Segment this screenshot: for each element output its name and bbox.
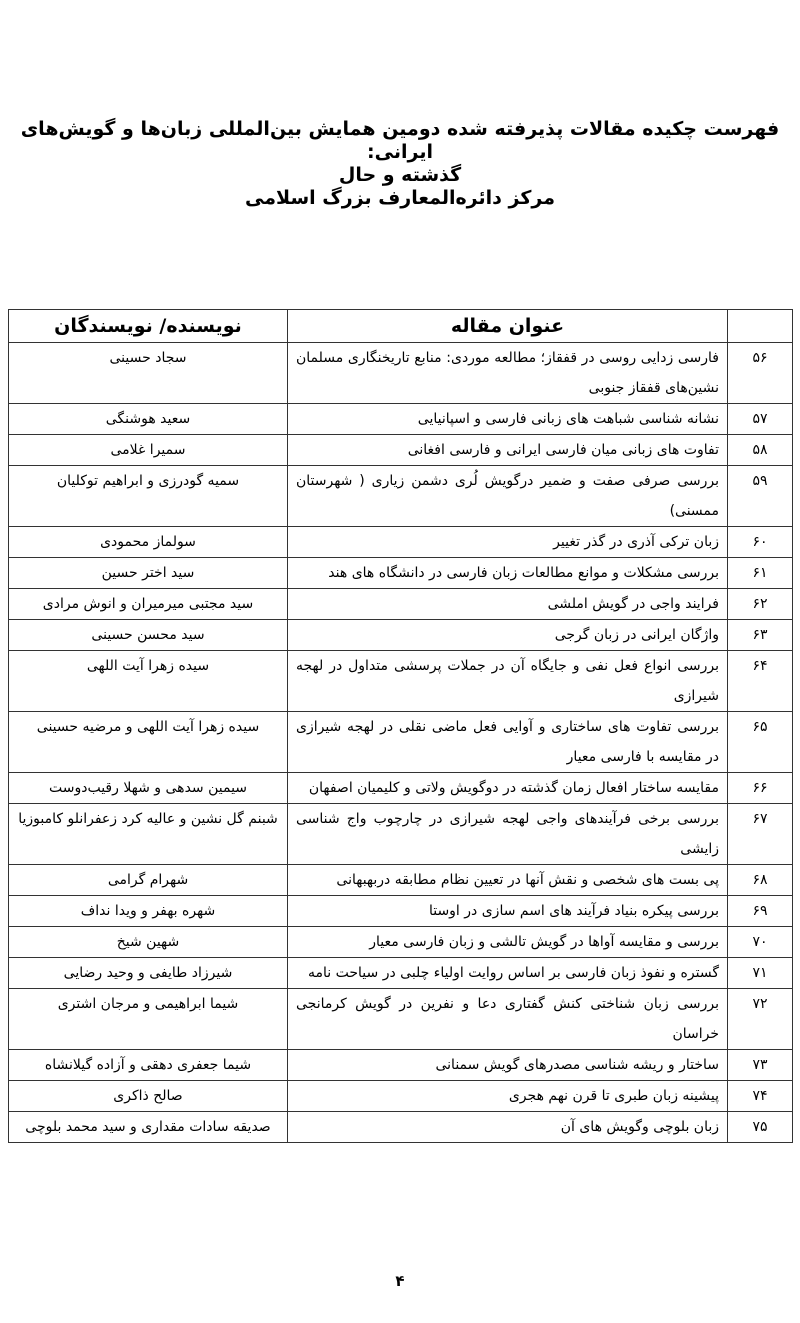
article-authors: صدیقه سادات مقداری و سید محمد بلوچی [9,1112,288,1143]
article-title: بررسی برخی فرآیندهای واجی لهجه شیرازی در چارچوب واج شناسی زایشی [288,804,728,865]
article-title: بررسی زبان شناختی کنش گفتاری دعا و نفرین در گویش کرمانجی خراسان [288,989,728,1050]
table-row [9,1081,793,1112]
row-number: ۵۶ [728,343,793,404]
table-row [9,404,793,435]
table-row [9,466,793,527]
table-row [9,527,793,558]
row-number: ۶۴ [728,651,793,712]
row-number: ۶۹ [728,896,793,927]
table-row [9,989,793,1050]
row-number: ۶۲ [728,589,793,620]
title-line: گذشته و حال [338,164,462,186]
article-title: پیشینه زبان طبری تا قرن نهم هجری [288,1081,728,1112]
document-title [0,118,800,210]
article-title: نشانه شناسی شباهت های زبانی فارسی و اسپانیایی [288,404,728,435]
table-row [9,773,793,804]
table-row [9,865,793,896]
article-title: تفاوت های زبانی میان فارسی ایرانی و فارسی افغانی [288,435,728,466]
article-title: زبان ترکی آذری در گذر تغییر [288,527,728,558]
article-authors: سمیه گودرزی و ابراهیم توکلیان [9,466,288,527]
article-title: مقایسه ساختار افعال زمان گذشته در دوگویش ولاتی و کلیمیان اصفهان [288,773,728,804]
table-row [9,1050,793,1081]
article-title: فرایند واجی در گویش املشی [288,589,728,620]
article-authors: شهین شیخ [9,927,288,958]
table-header-row [9,310,793,343]
article-authors: سیده زهرا آیت اللهی [9,651,288,712]
article-title: زبان بلوچی وگویش های آن [288,1112,728,1143]
article-authors: سعید هوشنگی [9,404,288,435]
article-title: بررسی تفاوت های ساختاری و آوایی فعل ماضی نقلی در لهجه شیرازی در مقایسه با فارسی معیار [288,712,728,773]
row-number: ۵۹ [728,466,793,527]
article-title: بررسی و مقایسه آواها در گویش تالشی و زبان فارسی معیار [288,927,728,958]
table-row [9,620,793,651]
article-authors: سولماز محمودی [9,527,288,558]
row-number: ۷۵ [728,1112,793,1143]
article-authors: سید مجتبی میرمیران و انوش مرادی [9,589,288,620]
title-line: مرکز دائره‌المعارف بزرگ اسلامی [245,187,555,209]
article-title: گستره و نفوذ زبان فارسی بر اساس روایت اولیاء چلبی در سیاحت نامه [288,958,728,989]
table-row [9,343,793,404]
table-row [9,804,793,865]
table-row [9,712,793,773]
article-title: بررسی صرفی صفت و ضمیر درگویش لُری دشمن زیاری ( شهرستان ممسنی) [288,466,728,527]
row-number: ۶۳ [728,620,793,651]
table-row [9,927,793,958]
article-authors: سیمین سدهی و شهلا رقیب‌دوست [9,773,288,804]
title-line: ایرانی: [367,141,433,163]
table-row [9,958,793,989]
article-authors: شیرزاد طایفی و وحید رضایی [9,958,288,989]
article-title: واژگان ایرانی در زبان گرجی [288,620,728,651]
article-authors: شبنم گل نشین و عالیه کرد زعفرانلو کامبوزیا [9,804,288,865]
article-title: فارسی زدایی روسی در قفقاز؛ مطالعه موردی: منابع تاریخنگاری مسلمان نشین‌های قفقاز جنوبی [288,343,728,404]
table-row [9,1112,793,1143]
article-authors: سجاد حسینی [9,343,288,404]
articles-table [8,309,793,1143]
article-authors: سیده زهرا آیت اللهی و مرضیه حسینی [9,712,288,773]
header-number [728,310,793,343]
article-authors: شهرام گرامی [9,865,288,896]
row-number: ۶۱ [728,558,793,589]
article-title: بررسی انواع فعل نفی و جایگاه آن در جملات پرسشی متداول در لهجه شیرازی [288,651,728,712]
title-line: فهرست چکیده مقالات پذیرفته شده دومین همایش بین‌المللی زبان‌ها و گویش‌های [20,118,780,140]
table-row [9,435,793,466]
row-number: ۶۸ [728,865,793,896]
article-authors: سید اختر حسین [9,558,288,589]
table-row [9,558,793,589]
row-number: ۵۷ [728,404,793,435]
table-row [9,651,793,712]
article-authors: صالح ذاکری [9,1081,288,1112]
row-number: ۷۳ [728,1050,793,1081]
row-number: ۷۲ [728,989,793,1050]
row-number: ۶۰ [728,527,793,558]
row-number: ۶۷ [728,804,793,865]
row-number: ۶۶ [728,773,793,804]
article-title: بررسی پیکره بنیاد فرآیند های اسم سازی در اوستا [288,896,728,927]
article-authors: سید محسن حسینی [9,620,288,651]
header-article-title: عنوان مقاله [288,310,728,343]
row-number: ۷۰ [728,927,793,958]
row-number: ۶۵ [728,712,793,773]
article-title: ساختار و ریشه شناسی مصدرهای گویش سمنانی [288,1050,728,1081]
header-authors: نویسنده/ نویسندگان [9,310,288,343]
article-authors: شهره بهفر و ویدا نداف [9,896,288,927]
table-row [9,589,793,620]
table-row [9,896,793,927]
article-authors: شیما ابراهیمی و مرجان اشتری [9,989,288,1050]
page-number: ۴ [395,1272,405,1290]
row-number: ۷۱ [728,958,793,989]
row-number: ۵۸ [728,435,793,466]
article-authors: شیما جعفری دهقی و آزاده گیلانشاه [9,1050,288,1081]
row-number: ۷۴ [728,1081,793,1112]
article-title: پی بست های شخصی و نقش آنها در تعیین نظام مطابقه دربهبهانی [288,865,728,896]
article-authors: سمیرا غلامی [9,435,288,466]
article-title: بررسی مشکلات و موانع مطالعات زبان فارسی در دانشگاه های هند [288,558,728,589]
